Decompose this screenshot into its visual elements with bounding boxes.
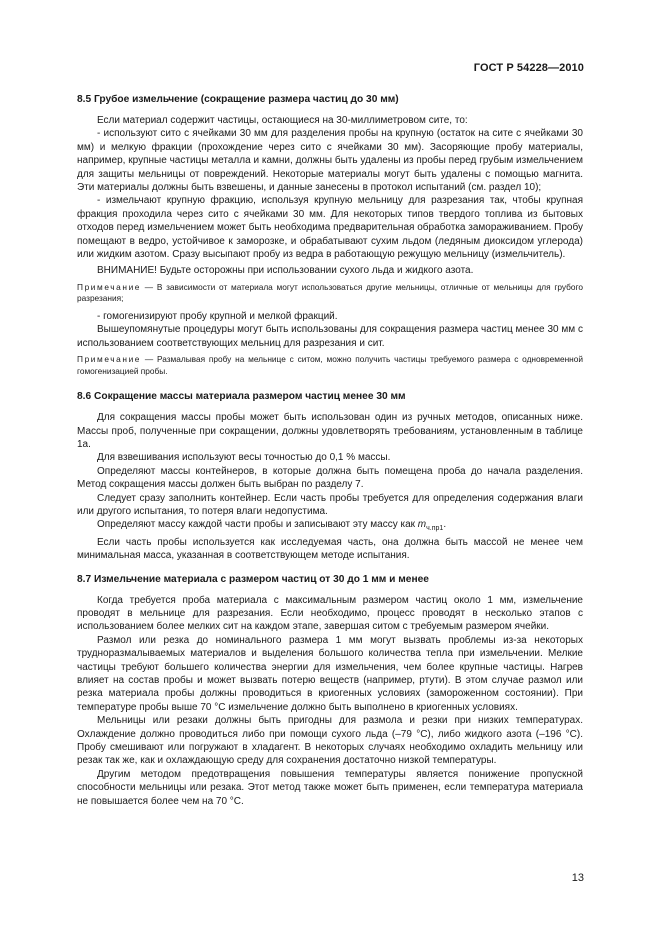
- paragraph: - измельчают крупную фракцию, используя крупную мельницу для разрезания так, чтобы крупная фракция проходила через сито с ячейками 30 мм. Для некоторых типов твердого топлива из бытовых отходов перед измельчением может быть необходима предварительная обработка замораживанием. Пробу помещают в ведро, устойчивое к заморозке, и обрабатывают сухим льдом (ледяным диоксидом углерода) или жидким азотом. Сразу высыпают пробу из ведра в работающую режущую мельницу (измельчитель).: [77, 195, 583, 261]
- mass-subscript: ч.пр1: [426, 525, 444, 533]
- note-text: — Размалывая пробу на мельнице с ситом, можно получить частицы требуемого размера с одновременной гомогенизацией пробы.: [77, 354, 583, 376]
- paragraph-end: .: [443, 519, 447, 531]
- section-8-6-title: 8.6 Сокращение массы материала размером частиц менее 30 мм: [77, 391, 406, 403]
- paragraph: Вышеупомянутые процедуры могут быть использованы для сокращения размера частиц менее 30 мм с использованием соответствующих мельниц для разрезания и сит.: [77, 324, 583, 349]
- paragraph: Если материал содержит частицы, остающиеся на 30-миллиметровом сите, то:: [97, 115, 468, 126]
- note-1: [77, 282, 583, 305]
- paragraph: Размол или резка до номинального размера 1 мм могут вызвать проблемы из-за некоторых трудноразмалываемых материалов и выделения большого количества тепла при измельчении. Мелкие частицы требуют большего количества энергии для измельчения, чем более крупные частицы. Нагрев влияет на состав пробы и может вызвать потерю веществ (например, ртути). В этом случае размол или резка материала пробы должны проводиться в криогенных условиях (замороженном состоянии). При температуре пробы выше 70 °С измельчение должно быть выполнено в криогенных условиях.: [77, 634, 583, 713]
- paragraph: Когда требуется проба материала с максимальным размером частиц около 1 мм, измельчение проводят в мельнице для разрезания. Если необходимо, процесс проводят в несколько этапов с использованием более мелких сит на каждом этапе, завершая ситом с требуемым размером ячейки.: [77, 594, 583, 633]
- warning-paragraph: ВНИМАНИЕ! Будьте осторожны при использовании сухого льда и жидкого азота.: [97, 265, 474, 277]
- mass-symbol: m: [417, 519, 427, 531]
- note-label: Примечание: [77, 281, 142, 292]
- section-8-7-title: 8.7 Измельчение материала с размером частиц от 30 до 1 мм и менее: [77, 573, 429, 585]
- paragraph: Следует сразу заполнить контейнер. Если часть пробы требуется для определения содержания влаги или другого испытания, то потеря влаги недопустима.: [77, 492, 583, 517]
- note-text: — В зависимости от материала могут использоваться другие мельницы, отличные от мельницы для грубого разрезания;: [77, 281, 583, 304]
- paragraph: Мельницы или резаки должны быть пригодны для размола и резки при низких температурах. Охлаждение должно проводиться либо при помощи сухого льда (–79 °С), либо жидкого азота (–196 °С). Пробу смешивают или погружают в хладагент. В некоторых случаях необходимо охладить мельницу или резак так же, как и охлаждающую среду для сохранения достаточно низкой температуры.: [77, 715, 583, 767]
- note-label: Примечание: [77, 354, 142, 365]
- paragraph: Для взвешивания используют весы точностью до 0,1 % массы.: [97, 452, 391, 464]
- paragraph: Другим методом предотвращения повышения температуры является понижение пропускной способности мельницы или резака. Этот метод также может быть применен, если температура материала не повышается более чем на 70 °С.: [77, 768, 583, 807]
- section-8-5-title: 8.5 Грубое измельчение (сокращение размера частиц до 30 мм): [77, 94, 399, 105]
- page-content: [77, 93, 583, 808]
- note-2: [77, 354, 583, 377]
- page-number: 13: [571, 872, 584, 884]
- paragraph: Для сокращения массы пробы может быть использован один из ручных методов, описанных ниже. Массы проб, полученные при сокращении, должны удовлетворять требованиям, установленным в таблице 1а.: [77, 412, 583, 450]
- paragraph: [77, 518, 583, 535]
- standard-header: ГОСТ Р 54228—2010: [473, 62, 584, 74]
- paragraph: - гомогенизируют пробу крупной и мелкой фракций.: [97, 310, 338, 322]
- paragraph: - используют сито с ячейками 30 мм для разделения пробы на крупную (остаток на сите с ячейками 30 мм) и мелкую фракции (прохождение через сито с ячейками 30 мм). Засоряющие пробу материалы, например, крупные частицы металла и камни, должны быть удалены из пробы перед грубым измельчением для защиты мельницы от повреждений. Некоторые материалы могут быть удалены с помощью магнита. Эти материалы должны быть взвешены, и данные занесены в протокол испытаний (см. раздел 10);: [77, 128, 583, 194]
- paragraph: Если часть пробы используется как исследуемая часть, она должна быть массой не менее чем минимальная масса, указанная в соответствующем методе испытания.: [77, 536, 583, 562]
- paragraph-text: Определяют массу каждой части пробы и записывают эту массу как: [97, 519, 418, 531]
- paragraph: Определяют массы контейнеров, в которые должна быть помещена проба до начала разделения. Метод сокращения массы должен быть выбран по разделу 7.: [77, 465, 583, 491]
